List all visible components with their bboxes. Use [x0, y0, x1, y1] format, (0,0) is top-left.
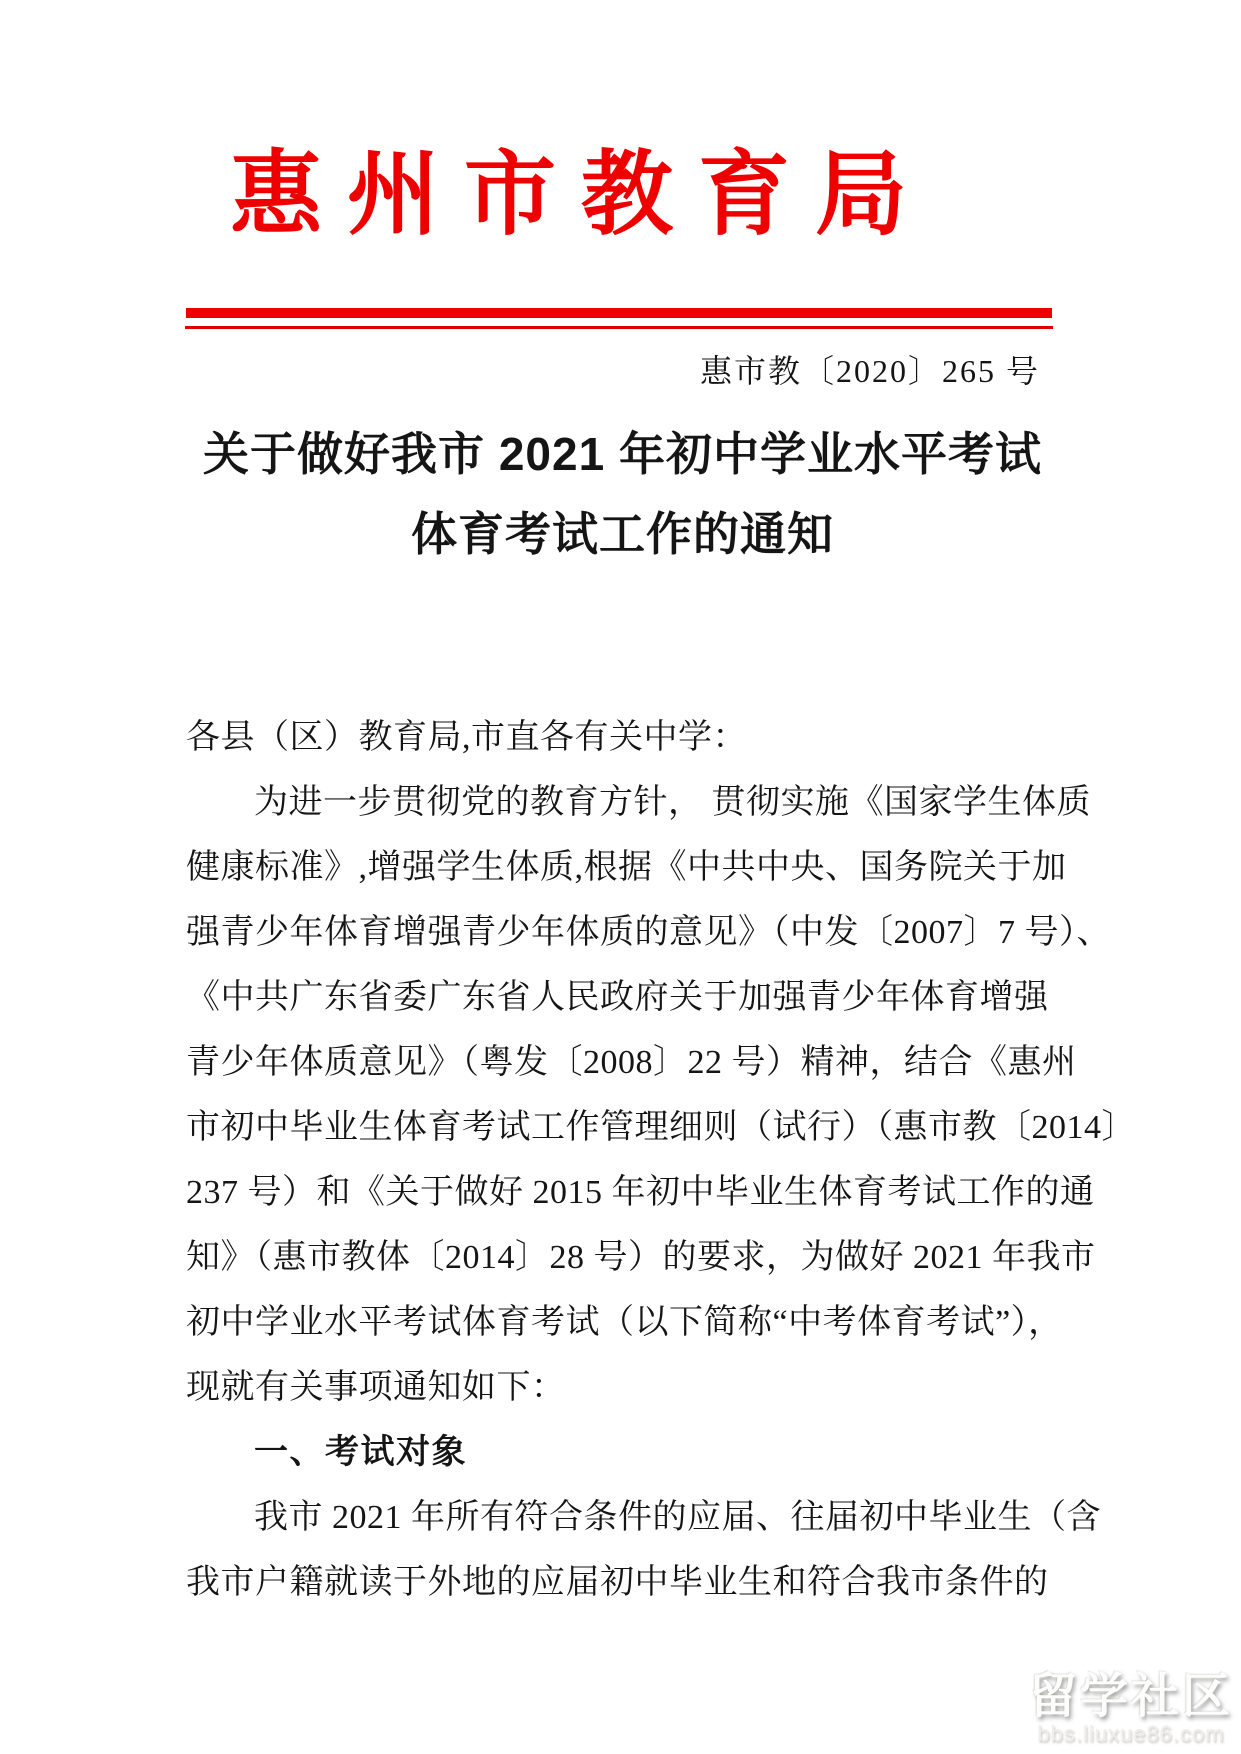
agency-letterhead-title: 惠州市教育局 — [230, 144, 933, 246]
body-line: 《中共广东省委广东省人民政府关于加强青少年体育增强 — [186, 979, 1049, 1016]
section-heading: 一、考试对象 — [254, 1433, 467, 1471]
body-line: 我市 2021 年所有符合条件的应届、往届初中毕业生（含 — [254, 1499, 1101, 1536]
body-line: 我市户籍就读于外地的应届初中毕业生和符合我市条件的 — [186, 1564, 1049, 1601]
body-line: 青少年体质意见》（粤发〔2008〕22 号）精神，结合《惠州 — [186, 1044, 1077, 1081]
notice-title-line1: 关于做好我市 2021 年初中学业水平考试 — [203, 428, 1042, 480]
document-number: 惠市教〔2020〕265 号 — [699, 353, 1040, 389]
body-line: 强青少年体育增强青少年体质的意见》（中发〔2007〕7 号）、 — [186, 914, 1111, 951]
red-rule-thin — [185, 326, 1053, 329]
body-line: 现就有关事项通知如下： — [186, 1369, 566, 1406]
watermark-site-name: 留学社区 — [1028, 1670, 1233, 1723]
watermark-site-url: bbs.liuxue86.com — [1037, 1721, 1225, 1746]
body-text — [186, 705, 1136, 1615]
body-line: 初中学业水平考试体育考试（以下简称“中考体育考试”）， — [186, 1304, 1063, 1341]
notice-title-line2: 体育考试工作的通知 — [411, 508, 834, 560]
red-rule-thick — [186, 308, 1052, 318]
notice-title — [186, 414, 1059, 574]
site-watermark — [1029, 1672, 1233, 1746]
body-line: 知》（惠市教体〔2014〕28 号）的要求，为做好 2021 年我市 — [186, 1239, 1096, 1276]
body-line: 237 号）和《关于做好 2015 年初中毕业生体育考试工作的通 — [186, 1174, 1095, 1211]
body-line: 各县（区）教育局,市直各有关中学： — [186, 719, 747, 756]
body-line: 市初中毕业生体育考试工作管理细则（试行）（惠市教〔2014〕 — [186, 1109, 1136, 1146]
body-line: 健康标准》,增强学生体质,根据《中共中央、国务院关于加 — [186, 849, 1067, 886]
body-line: 为进一步贯彻党的教育方针， 贯彻实施《国家学生体质 — [254, 784, 1091, 821]
